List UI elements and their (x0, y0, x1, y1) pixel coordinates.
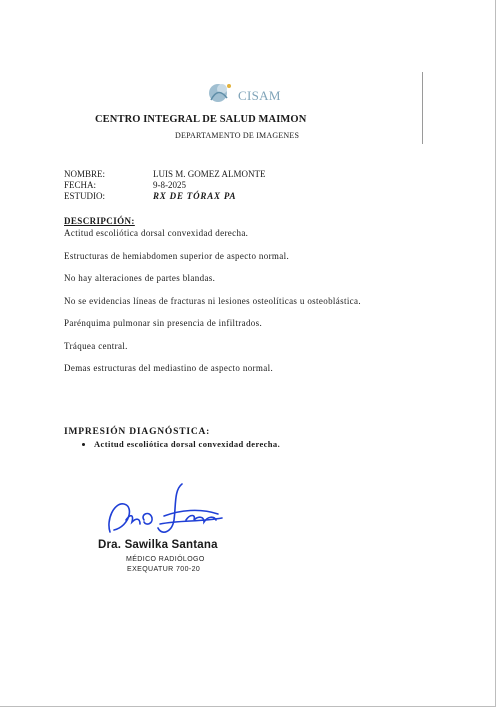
doctor-role: MÉDICO RADIÓLOGO (126, 556, 205, 563)
center-title: CENTRO INTEGRAL DE SALUD MAIMON (95, 114, 307, 125)
name-value: LUIS M. GOMEZ ALMONTE (153, 169, 266, 179)
name-row (64, 169, 266, 180)
patient-info (64, 169, 266, 202)
study-value: RX DE TÓRAX PA (153, 191, 237, 201)
finding-item: Demas estructuras del mediastino de aspecto normal. (64, 363, 274, 373)
doctor-exequatur: EXEQUATUR 700-20 (127, 566, 201, 573)
header-divider (422, 72, 423, 144)
findings-list (64, 228, 384, 386)
study-row (64, 191, 266, 202)
finding-item: Tráquea central. (64, 340, 128, 351)
impression-heading: IMPRESIÓN DIAGNÓSTICA: (64, 427, 211, 437)
impression-list (64, 439, 280, 449)
date-row (64, 180, 266, 191)
finding-item: Actitud escoliótica dorsal convexidad derecha. (64, 228, 249, 238)
finding-item: Parénquima pulmonar sin presencia de infiltrados. (64, 318, 263, 328)
logo-text: CISAM (238, 88, 281, 103)
handwritten-signature (100, 480, 230, 540)
doctor-name: Dra. Sawilka Santana (98, 539, 218, 551)
department-title: DEPARTAMENTO DE IMAGENES (175, 131, 300, 140)
date-label: FECHA: (64, 180, 97, 190)
impression-item: • Actitud escoliótica dorsal convexidad derecha. (94, 439, 280, 449)
description-heading: DESCRIPCIÓN: (64, 216, 135, 226)
study-label: ESTUDIO: (64, 191, 105, 201)
name-label: NOMBRE: (64, 169, 106, 179)
finding-item: No hay alteraciones de partes blandas. (64, 273, 216, 283)
date-value: 9-8-2025 (153, 180, 186, 190)
finding-item: No se evidencias líneas de fracturas ni lesiones osteolíticas u osteoblástica. (64, 295, 361, 306)
finding-item: Estructuras de hemiabdomen superior de aspecto normal. (64, 250, 290, 261)
